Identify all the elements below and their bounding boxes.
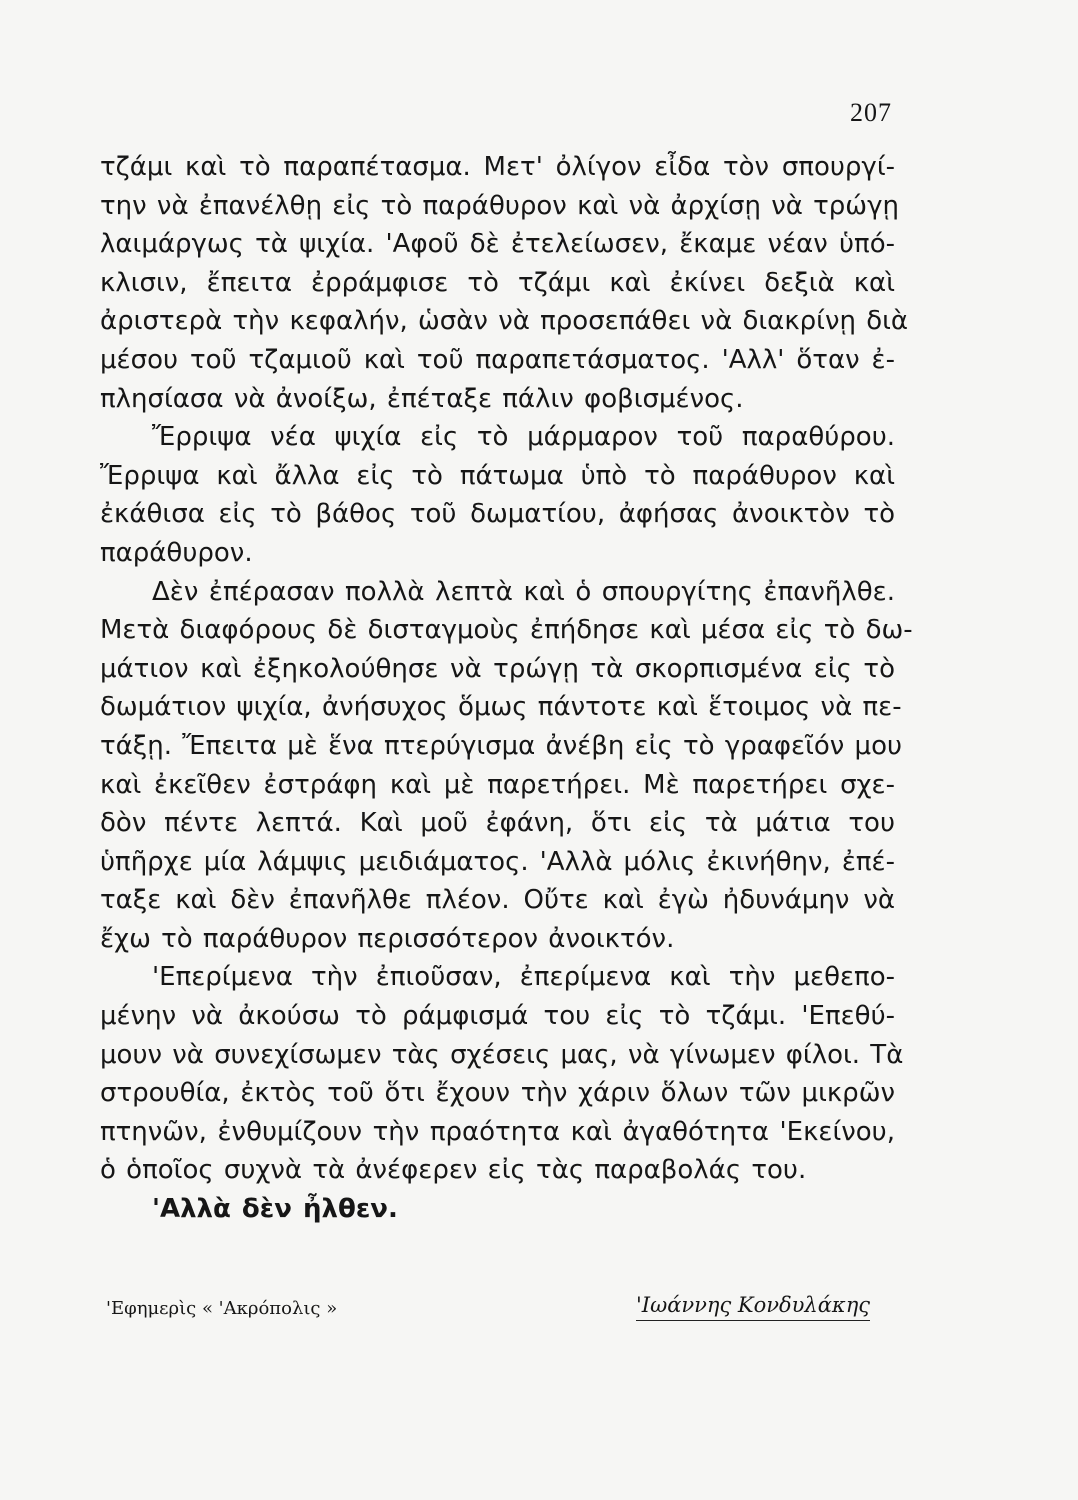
text-line: μουν νὰ συνεχίσωμεν τὰς σχέσεις μας, νὰ γίνωμεν φίλοι. Τὰ xyxy=(100,1039,904,1070)
text-line: ταξε καὶ δὲν ἐπανῆλθε πλέον. Οὔτε καὶ ἐγὼ ἠδυνάμην νὰ xyxy=(100,885,895,916)
text-line: την νὰ ἐπανέλθῃ εἰς τὸ παράθυρον καὶ νὰ ἀρχίσῃ νὰ τρώγῃ xyxy=(100,190,899,221)
text-line: δὸν πέντε λεπτά. Καὶ μοῦ ἐφάνη, ὅτι εἰς τὰ μάτια του xyxy=(100,808,895,839)
text-line: Μετὰ διαφόρους δὲ δισταγμοὺς ἐπήδησε καὶ μέσα εἰς τὸ δω- xyxy=(100,615,913,646)
story-text xyxy=(100,148,913,1229)
text-line: Ἔρριψα καὶ ἄλλα εἰς τὸ πάτωμα ὑπὸ τὸ παράθυρον καὶ xyxy=(100,460,895,491)
text-line: παράθυρον. xyxy=(100,537,253,568)
text-line: Δὲν ἐπέρασαν πολλὰ λεπτὰ καὶ ὁ σπουργίτης ἐπανῆλθε. xyxy=(152,576,895,607)
text-line: 'Επερίμενα τὴν ἐπιοῦσαν, ἐπερίμενα καὶ τὴν μεθεπο- xyxy=(152,962,895,993)
text-line: μένην νὰ ἀκούσω τὸ ράμφισμά του εἰς τὸ τζάμι. 'Επεθύ- xyxy=(100,1001,895,1032)
text-line: ὁ ὁποῖος συχνὰ τὰ ἀνέφερεν εἰς τὰς παραβολάς του. xyxy=(100,1155,807,1186)
text-line: ὑπῆρχε μία λάμψις μειδιάματος. 'Αλλὰ μόλις ἐκινήθην, ἐπέ- xyxy=(100,846,895,877)
text-line: πτηνῶν, ἐνθυμίζουν τὴν πραότητα καὶ ἀγαθότητα 'Εκείνου, xyxy=(100,1116,895,1147)
text-line: στρουθία, ἐκτὸς τοῦ ὅτι ἔχουν τὴν χάριν ὅλων τῶν μικρῶν xyxy=(100,1078,895,1109)
text-line: καὶ ἐκεῖθεν ἐστράφη καὶ μὲ παρετήρει. Μὲ παρετήρει σχε- xyxy=(100,769,895,800)
text-line: Ἔρριψα νέα ψιχία εἰς τὸ μάρμαρον τοῦ παραθύρου. xyxy=(152,422,895,453)
text-line: πλησίασα νὰ ἀνοίξω, ἐπέταξε πάλιν φοβισμένος. xyxy=(100,383,744,414)
text-line: ἀριστερὰ τὴν κεφαλήν, ὡσὰν νὰ προσεπάθει νὰ διακρίνῃ διὰ xyxy=(100,306,909,337)
text-line: ἐκάθισα εἰς τὸ βάθος τοῦ δωματίου, ἀφήσας ἀνοικτὸν τὸ xyxy=(100,499,895,530)
text-line: κλισιν, ἔπειτα ἐρράμφισε τὸ τζάμι καὶ ἐκίνει δεξιὰ καὶ xyxy=(100,267,895,298)
text-line: τάξῃ. Ἔπειτα μὲ ἕνα πτερύγισμα ἀνέβη εἰς τὸ γραφεῖόν μου xyxy=(100,730,903,761)
text-line: λαιμάργως τὰ ψιχία. 'Αφοῦ δὲ ἐτελείωσεν, ἔκαμε νέαν ὑπό- xyxy=(100,229,895,260)
text-line: τζάμι καὶ τὸ παραπέτασμα. Μετ' ὀλίγον εἶδα τὸν σπουργί- xyxy=(100,152,895,182)
page-number: 207 xyxy=(850,98,892,127)
text-line: μέσου τοῦ τζαμιοῦ καὶ τοῦ παραπετάσματος. 'Αλλ' ὅταν ἐ- xyxy=(100,344,895,375)
text-line: μάτιον καὶ ἐξηκολούθησε νὰ τρώγῃ τὰ σκορπισμένα εἰς τὸ xyxy=(100,653,895,684)
text-line: ἔχω τὸ παράθυρον περισσότερον ἀνοικτόν. xyxy=(100,923,675,954)
author-signature: 'Ιωάννης Κονδυλάκης xyxy=(636,1293,870,1321)
text-line: δωμάτιον ψιχία, ἀνήσυχος ὅμως πάντοτε καὶ ἕτοιμος νὰ πε- xyxy=(100,692,902,723)
text-line: 'Αλλὰ δὲν ἦλθεν. xyxy=(152,1194,398,1225)
source-citation: 'Εφημερὶς « 'Ακρόπολις » xyxy=(106,1298,338,1319)
